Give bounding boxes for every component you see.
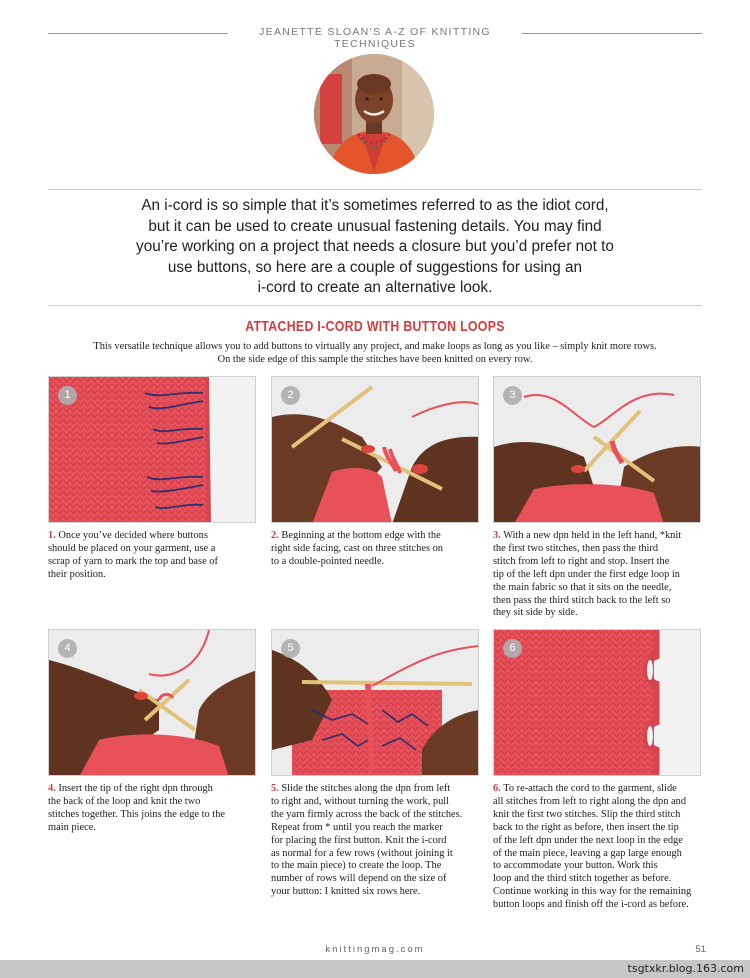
step-line: Repeat from * until you reach the marker (271, 821, 443, 833)
intro-line: use buttons, so here are a couple of suggestions for using an (167, 258, 583, 276)
step-5-text (271, 783, 481, 899)
step-2-number: 2. (271, 530, 279, 541)
page-number: 51 (695, 944, 706, 955)
step-4-number: 4. (48, 783, 56, 794)
step-line: of the left dpn under the next loop in the edge (493, 834, 683, 846)
step-line: right side facing, cast on three stitches on (271, 542, 443, 554)
intro-rule-top (48, 189, 702, 190)
section-subtitle (48, 341, 702, 366)
step-line: their position. (48, 568, 106, 580)
step-line: to a double-pointed needle. (271, 555, 385, 567)
header-rule-left (48, 33, 228, 34)
step-4-photo (48, 629, 256, 776)
intro-line: An i-cord is so simple that it’s sometimes referred to as the idiot cord, (141, 197, 609, 214)
step-line: With a new dpn held in the left hand, *knit (503, 530, 682, 541)
step-1-text (48, 530, 258, 582)
step-line: to right and, without turning the work, pull (271, 795, 450, 807)
running-header: JEANETTE SLOAN’S A-Z OF KNITTING TECHNIQUES (259, 26, 491, 50)
step-line: tip of the left dpn under the first edge loop in (493, 568, 680, 580)
step-line: back to the right as before, then insert the tip (493, 821, 679, 833)
step-1-number: 1. (48, 530, 56, 541)
step-line: as normal for a few rows (without joining it (271, 847, 453, 859)
step-line: to accommodate your button. Work this (493, 860, 658, 872)
step-line: stitch from left to right and stop. Insert the (493, 555, 670, 567)
step-line: knit the first two stitches. Slip the third stitch (493, 808, 681, 820)
header-rule-right (522, 33, 702, 34)
step-line: Once you’ve decided where buttons (58, 530, 208, 541)
step-line: Slide the stitches along the dpn from left (281, 783, 451, 794)
intro-line: but it can be used to create unusual fastening details. You may find (148, 217, 602, 235)
watermark-text: tsgtxkr.blog.163.com (627, 962, 744, 975)
step-line: all stitches from left to right along the dpn and (493, 795, 687, 807)
step-5-badge: 5 (281, 639, 300, 658)
step-6-badge: 6 (503, 639, 522, 658)
step-line: main piece. (48, 821, 96, 833)
intro-line: i-cord to create an alternative look. (257, 279, 493, 296)
step-line: number of rows will depend on the size of (271, 873, 447, 885)
step-line: scrap of yarn to mark the top and base of (48, 555, 218, 567)
step-3-text (493, 530, 703, 620)
step-line: button loops and finish off the i-cord as before. (493, 899, 689, 911)
step-line: then pass the third stitch back to the left so (493, 594, 671, 606)
step-line: to the main piece) to create the loop. The (271, 860, 442, 872)
step-line: they sit side by side. (493, 607, 578, 619)
step-line: stitches together. This joins the edge to the (48, 808, 225, 820)
step-3-badge: 3 (503, 386, 522, 405)
intro-line: you’re working on a project that needs a closure but you’d prefer not to (136, 238, 614, 255)
step-line: your button: I knitted six rows here. (271, 886, 421, 898)
step-1-photo (48, 376, 256, 523)
step-line: the back of the loop and knit the two (48, 795, 201, 807)
step-line: for placing the first button. Knit the i-cord (271, 834, 447, 846)
step-line: Beginning at the bottom edge with the (281, 530, 441, 541)
step-line: the first two stitches, then pass the third (493, 542, 659, 554)
watermark-bar (0, 960, 750, 978)
step-line: of the main piece, leaving a gap large enough (493, 847, 682, 859)
step-2-photo (271, 376, 479, 523)
step-1-badge: 1 (58, 386, 77, 405)
step-5-photo (271, 629, 479, 776)
footer-url: knittingmag.com (325, 944, 425, 955)
section-title: ATTACHED I-CORD WITH BUTTON LOOPS (245, 318, 505, 335)
subtitle-line: This versatile technique allows you to add buttons to virtually any project, and make loops as long as you like – simply knit more rows. (93, 341, 657, 352)
step-2-text (271, 530, 481, 569)
step-4-badge: 4 (58, 639, 77, 658)
intro-paragraph (70, 196, 680, 299)
step-line: the yarn firmly across the back of the stitches. (271, 808, 463, 820)
step-6-photo (493, 629, 701, 776)
step-line: Insert the tip of the right dpn through (58, 783, 213, 794)
author-portrait (314, 54, 434, 174)
step-4-text (48, 783, 258, 835)
step-6-number: 6. (493, 783, 501, 794)
step-5-number: 5. (271, 783, 279, 794)
step-line: the main fabric so that it sits on the needle, (493, 581, 672, 593)
intro-rule-bottom (48, 305, 702, 306)
step-3-photo (493, 376, 701, 523)
step-line: Continue working in this way for the remaining (493, 886, 692, 898)
step-line: To re-attach the cord to the garment, slide (503, 783, 677, 794)
subtitle-line: On the side edge of this sample the stitches have been knitted on every row. (217, 353, 533, 365)
step-2-badge: 2 (281, 386, 300, 405)
step-line: should be placed on your garment, use a (48, 542, 216, 554)
step-3-number: 3. (493, 530, 501, 541)
step-6-text (493, 783, 703, 912)
step-line: loop and the third stitch together as before. (493, 873, 672, 885)
